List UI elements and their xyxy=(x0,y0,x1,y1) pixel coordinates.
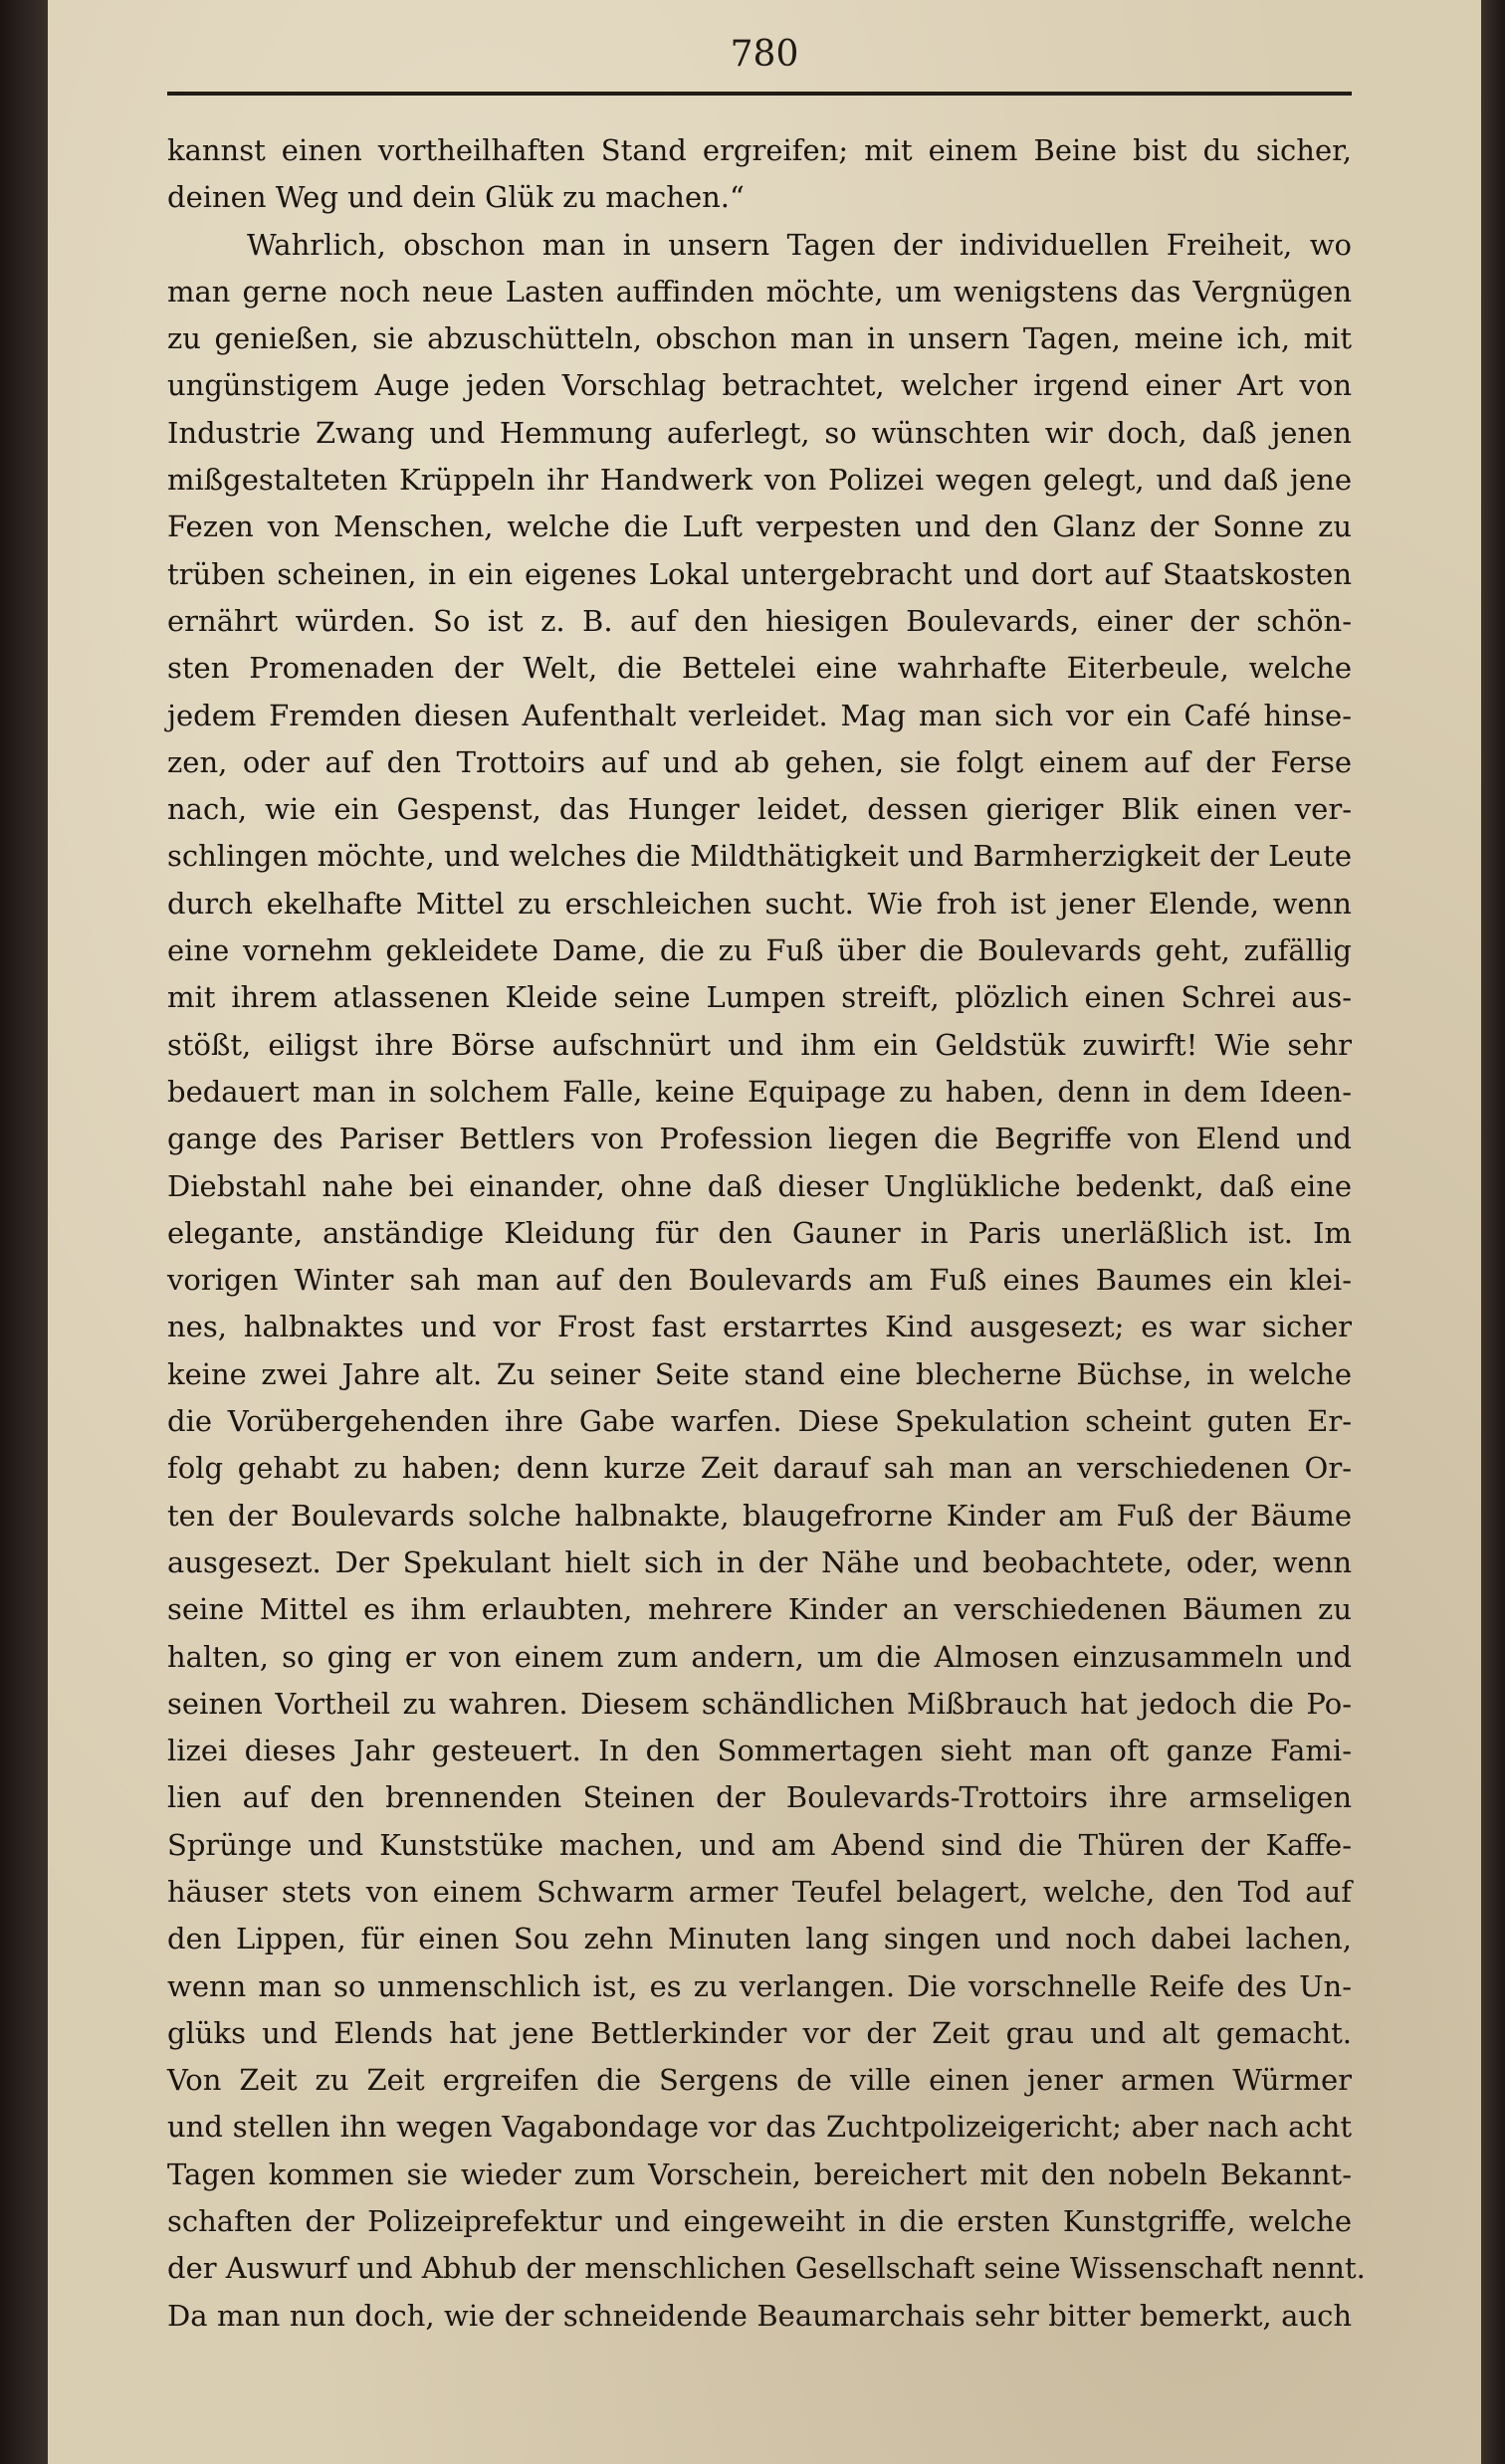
text-line: gange des Pariser Bettlers von Profession liegen die Begriffe von Elend und xyxy=(167,1122,1352,1156)
text-line: Von Zeit zu Zeit ergreifen die Sergens de ville einen jener armen Würmer xyxy=(167,2063,1352,2098)
text-line: seine Mittel es ihm erlaubten, mehrere Kinder an verschiedenen Bäumen zu xyxy=(167,1592,1352,1627)
text-line: Diebstahl nahe bei einander, ohne daß dieser Unglükliche bedenkt, daß eine xyxy=(167,1168,1352,1203)
text-line: nach, wie ein Gespenst, das Hunger leidet, dessen gieriger Blik einen ver- xyxy=(167,792,1352,827)
text-line: der Auswurf und Abhub der menschlichen Gesellschaft seine Wissenschaft nennt. xyxy=(167,2251,1366,2286)
text-line: wenn man so unmenschlich ist, es zu verlangen. Die vorschnelle Reife des Un- xyxy=(167,1968,1352,2003)
text-line: sten Promenaden der Welt, die Bettelei eine wahrhafte Eiterbeule, welche xyxy=(167,651,1352,686)
text-line: kannst einen vortheilhaften Stand ergreifen; mit einem Beine bist du sicher, xyxy=(167,133,1352,167)
text-line: jedem Fremden diesen Aufenthalt verleidet. Mag man sich vor ein Café hinse- xyxy=(167,698,1352,732)
text-line: Sprünge und Kunststüke machen, und am Abend sind die Thüren der Kaffe- xyxy=(167,1827,1352,1862)
text-line: Tagen kommen sie wieder zum Vorschein, bereichert mit den nobeln Bekannt- xyxy=(167,2156,1352,2191)
text-line: nes, halbnaktes und vor Frost fast erstarrtes Kind ausgesezt; es war sicher xyxy=(167,1310,1352,1344)
text-line: mit ihrem atlassenen Kleide seine Lumpen streift, plözlich einen Schrei aus- xyxy=(167,980,1352,1015)
text-line: lizei dieses Jahr gesteuert. In den Sommertagen sieht man oft ganze Fami- xyxy=(167,1734,1352,1768)
text-line: stößt, eiligst ihre Börse aufschnürt und ihm ein Geldstük zuwirft! Wie sehr xyxy=(167,1027,1352,1062)
header-rule xyxy=(167,92,1352,96)
text-line: ernährt würden. So ist z. B. auf den hiesigen Boulevards, einer der schön- xyxy=(167,603,1352,638)
text-line: deinen Weg und dein Glük zu machen.“ xyxy=(167,180,745,215)
text-line: mißgestalteten Krüppeln ihr Handwerk von Polizei wegen gelegt, und daß jene xyxy=(167,463,1352,498)
book-page xyxy=(48,0,1481,2464)
text-line: Wahrlich, obschon man in unsern Tagen der individuellen Freiheit, wo xyxy=(247,227,1352,262)
text-line: ungünstigem Auge jeden Vorschlag betrachtet, welcher irgend einer Art von xyxy=(167,368,1352,403)
text-line: schaften der Polizeiprefektur und eingeweiht in die ersten Kunstgriffe, welche xyxy=(167,2204,1352,2239)
text-line: eine vornehm gekleidete Dame, die zu Fuß über die Boulevards geht, zufällig xyxy=(167,933,1352,968)
text-line: trüben scheinen, in ein eigenes Lokal untergebracht und dort auf Staatskosten xyxy=(167,556,1352,591)
text-line: durch ekelhafte Mittel zu erschleichen sucht. Wie froh ist jener Elende, wenn xyxy=(167,886,1352,921)
text-line: bedauert man in solchem Falle, keine Equipage zu haben, denn in dem Ideen- xyxy=(167,1074,1352,1109)
text-line: glüks und Elends hat jene Bettlerkinder vor der Zeit grau und alt gemacht. xyxy=(167,2015,1352,2050)
text-line: Da man nun doch, wie der schneidende Beaumarchais sehr bitter bemerkt, auch xyxy=(167,2298,1352,2333)
text-line: den Lippen, für einen Sou zehn Minuten lang singen und noch dabei lachen, xyxy=(167,1922,1352,1956)
text-line: lien auf den brennenden Steinen der Boulevards-Trottoirs ihre armseligen xyxy=(167,1780,1352,1815)
text-line: Fezen von Menschen, welche die Luft verpesten und den Glanz der Sonne zu xyxy=(167,510,1352,544)
text-line: keine zwei Jahre alt. Zu seiner Seite stand eine blecherne Büchse, in welche xyxy=(167,1356,1352,1391)
scan-right-edge xyxy=(1481,0,1505,2464)
text-line: vorigen Winter sah man auf den Boulevards am Fuß eines Baumes ein klei- xyxy=(167,1263,1352,1298)
text-line: halten, so ging er von einem zum andern, um die Almosen einzusammeln und xyxy=(167,1639,1352,1674)
text-line: folg gehabt zu haben; denn kurze Zeit darauf sah man an verschiedenen Or- xyxy=(167,1451,1352,1486)
text-line: elegante, anständige Kleidung für den Gauner in Paris unerläßlich ist. Im xyxy=(167,1215,1352,1250)
scan-left-edge xyxy=(0,0,48,2464)
page-number: 780 xyxy=(730,34,799,75)
text-line: häuser stets von einem Schwarm armer Teufel belagert, welche, den Tod auf xyxy=(167,1874,1352,1909)
text-line: seinen Vortheil zu wahren. Diesem schändlichen Mißbrauch hat jedoch die Po- xyxy=(167,1686,1352,1721)
text-line: ausgesezt. Der Spekulant hielt sich in der Nähe und beobachtete, oder, wenn xyxy=(167,1544,1352,1579)
text-line: zu genießen, sie abzuschütteln, obschon man in unsern Tagen, meine ich, mit xyxy=(167,321,1352,356)
text-line: Industrie Zwang und Hemmung auferlegt, so wünschten wir doch, daß jenen xyxy=(167,415,1352,450)
text-line: zen, oder auf den Trottoirs auf und ab gehen, sie folgt einem auf der Ferse xyxy=(167,744,1352,779)
text-line: schlingen möchte, und welches die Mildthätigkeit und Barmherzigkeit der Leute xyxy=(167,839,1352,874)
text-line: die Vorübergehenden ihre Gabe warfen. Diese Spekulation scheint guten Er- xyxy=(167,1404,1352,1439)
text-line: und stellen ihn wegen Vagabondage vor das Zuchtpolizeigericht; aber nach acht xyxy=(167,2110,1352,2145)
text-line: ten der Boulevards solche halbnakte, blaugefrorne Kinder am Fuß der Bäume xyxy=(167,1498,1352,1533)
body-text xyxy=(167,127,1366,2340)
text-line: man gerne noch neue Lasten auffinden möchte, um wenigstens das Vergnügen xyxy=(167,274,1352,308)
